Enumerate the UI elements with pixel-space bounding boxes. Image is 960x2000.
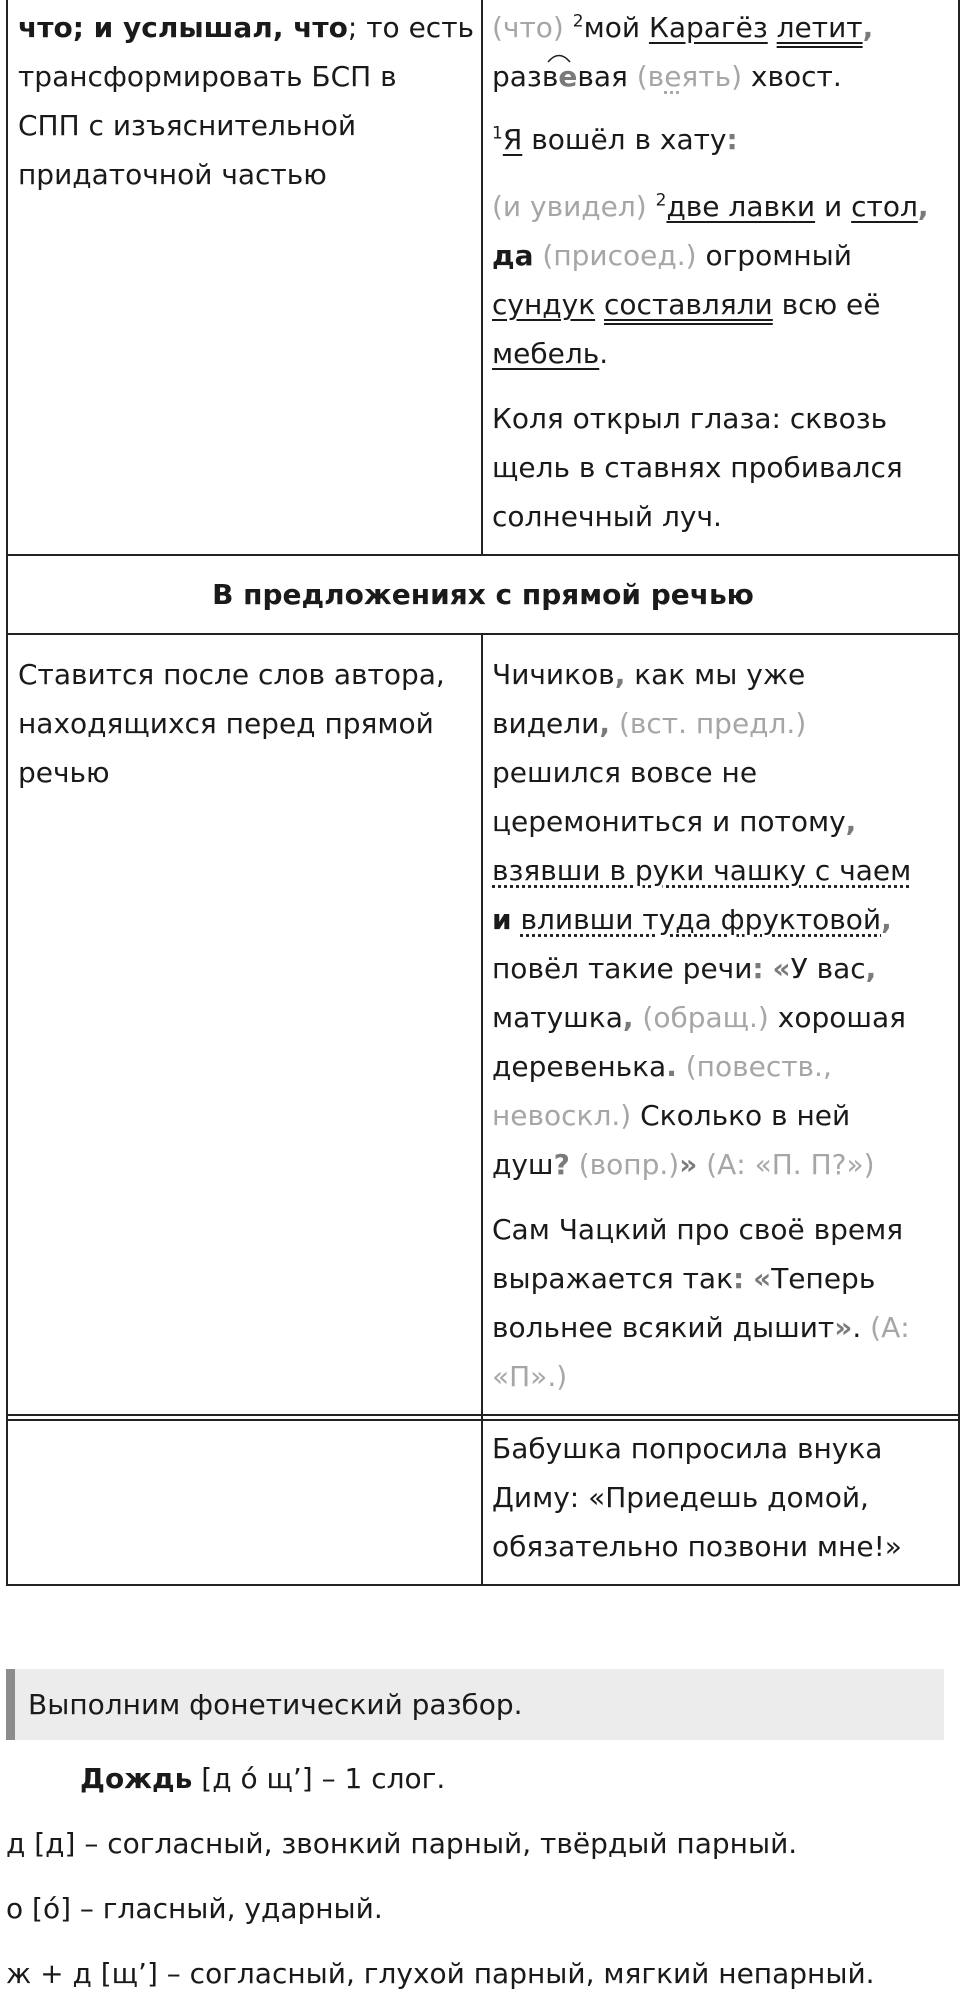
example-word: У вас bbox=[790, 952, 866, 985]
example-5-line-11 bbox=[492, 1140, 875, 1189]
example-word: видели bbox=[492, 707, 600, 740]
gray-note: (А: bbox=[870, 1311, 910, 1344]
punctuation-mark: , bbox=[614, 658, 626, 691]
subject-word: стол bbox=[851, 190, 918, 223]
punctuation-mark: . bbox=[599, 337, 609, 370]
table-hline-3 bbox=[6, 1414, 960, 1416]
example-word: хвост. bbox=[750, 60, 842, 93]
example-6-line-3 bbox=[492, 1303, 910, 1352]
punctuation-mark: , bbox=[599, 707, 611, 740]
phonetic-word: Дождь bbox=[80, 1762, 193, 1795]
punctuation-mark: , bbox=[917, 190, 929, 223]
table-hline-2 bbox=[6, 633, 960, 635]
example-word: всю её bbox=[781, 288, 881, 321]
example-3-line-4 bbox=[492, 329, 608, 378]
table-hline-1 bbox=[6, 554, 960, 556]
superscript-number: 2 bbox=[572, 11, 584, 32]
example-5-line-9 bbox=[492, 1042, 832, 1091]
example-word-part: вая bbox=[577, 60, 628, 93]
example-word: Сколько в ней bbox=[640, 1099, 851, 1132]
predicate-word: летит bbox=[776, 11, 863, 44]
gray-note: (А: «П. П?») bbox=[706, 1148, 875, 1181]
participial-phrase: вливши туда фруктовой bbox=[520, 903, 882, 936]
phonetic-line-3: ж + д [щ’] – согласный, глухой парный, мягкий непарный. bbox=[6, 1957, 875, 1990]
punctuation-mark: , bbox=[881, 903, 892, 936]
subject-word: Я bbox=[502, 123, 523, 156]
conjunction-word: да bbox=[492, 239, 534, 272]
subject-word: сундук bbox=[492, 288, 596, 321]
example-word: повёл такие речи bbox=[492, 952, 753, 985]
rule-2-line-3: речью bbox=[18, 756, 110, 789]
example-5-line-6 bbox=[492, 895, 892, 944]
example-4-line-1: Коля открыл глаза: сквозь bbox=[492, 402, 888, 435]
punctuation-mark: : bbox=[752, 952, 764, 985]
rule-2-line-2: находящихся перед прямой bbox=[18, 707, 434, 740]
punctuation-mark: » bbox=[834, 1311, 853, 1344]
superscript-number: 2 bbox=[655, 190, 667, 211]
callout-text: Выполним фонетический разбор. bbox=[28, 1688, 523, 1721]
punctuation-mark: , bbox=[865, 952, 877, 985]
callout-accent-bar bbox=[6, 1669, 15, 1740]
example-word: деревенька bbox=[492, 1050, 667, 1083]
example-word: и bbox=[824, 190, 843, 223]
table-border-left bbox=[6, 0, 8, 1586]
example-word: Чичиков bbox=[492, 658, 615, 691]
punctuation-mark: » bbox=[679, 1148, 698, 1181]
highlighted-vowel: е bbox=[558, 60, 578, 93]
rule-text-line-2: трансформировать БСП в bbox=[18, 60, 397, 93]
punctuation-mark: , bbox=[862, 11, 874, 44]
punctuation-mark: , bbox=[845, 805, 857, 838]
example-word: Теперь bbox=[771, 1262, 876, 1295]
gray-note: (присоед.) bbox=[542, 239, 697, 272]
punctuation-mark: « bbox=[772, 952, 791, 985]
rule-text-line-3: СПП с изъяснительной bbox=[18, 109, 357, 142]
gray-note: невоскл.) bbox=[492, 1099, 632, 1132]
example-word: матушка bbox=[492, 1001, 623, 1034]
example-5-line-1 bbox=[492, 650, 805, 699]
phonetic-transcription: [д ó щ’] – 1 слог. bbox=[201, 1762, 446, 1795]
punctuation-mark: « bbox=[753, 1262, 772, 1295]
example-3-line-2 bbox=[492, 231, 852, 280]
gray-note: (вст. предл.) bbox=[618, 707, 807, 740]
example-7-line-2: Диму: «Приедешь домой, bbox=[492, 1481, 869, 1514]
phonetic-word-line bbox=[80, 1754, 445, 1803]
example-3-line-1 bbox=[492, 182, 928, 231]
example-word: мой bbox=[583, 11, 641, 44]
punctuation-mark: , bbox=[622, 1001, 634, 1034]
predicate-word: составляли bbox=[604, 288, 773, 321]
punctuation-mark: : bbox=[726, 123, 738, 156]
rule-text-line-1 bbox=[18, 3, 474, 52]
phonetic-line-2: о [ó] – гласный, ударный. bbox=[6, 1892, 383, 1925]
example-word: вольнее всякий дышит bbox=[492, 1311, 835, 1344]
example-6-line-2 bbox=[492, 1254, 875, 1303]
subject-word: мебель bbox=[492, 337, 600, 370]
example-4-line-2: щель в ставнях пробивался bbox=[492, 451, 903, 484]
table-hline-bottom bbox=[6, 1584, 960, 1586]
example-5-line-5 bbox=[492, 846, 911, 895]
participial-phrase: взявши в руки чашку с чаем bbox=[492, 854, 912, 887]
example-4-line-3: солнечный луч. bbox=[492, 500, 722, 533]
gray-note: (и увидел) bbox=[492, 190, 647, 223]
punctuation-mark: : bbox=[732, 1262, 745, 1295]
example-7-line-1: Бабушка попросила внука bbox=[492, 1432, 883, 1465]
example-6-line-4: «П».) bbox=[492, 1360, 568, 1393]
example-5-line-2 bbox=[492, 699, 806, 748]
example-3-line-3 bbox=[492, 280, 881, 329]
example-5-line-10 bbox=[492, 1091, 850, 1140]
table-border-mid-1 bbox=[481, 0, 483, 555]
example-word: выражается так bbox=[492, 1262, 733, 1295]
callout-box bbox=[6, 1669, 944, 1740]
rule-2-line-1: Ставится после слов автора, bbox=[18, 658, 445, 691]
punctuation-mark: ? bbox=[553, 1148, 570, 1181]
example-5-line-7 bbox=[492, 944, 876, 993]
example-6-line-1: Сам Чацкий про своё время bbox=[492, 1213, 904, 1246]
subject-word: две лавки bbox=[666, 190, 816, 223]
example-5-line-8 bbox=[492, 993, 906, 1042]
example-word: как мы уже bbox=[634, 658, 806, 691]
subject-word: Карагёз bbox=[648, 11, 768, 44]
gray-note: (что) bbox=[492, 11, 564, 44]
example-word-part: разв bbox=[492, 60, 559, 93]
example-5-line-3: решился вовсе не bbox=[492, 756, 758, 789]
phonetic-line-1: д [д] – согласный, звонкий парный, твёрдый парный. bbox=[6, 1827, 798, 1860]
example-word: огромный bbox=[705, 239, 852, 272]
rule-text-line-4: придаточной частью bbox=[18, 158, 327, 191]
rule-bold: что; и услышал, что bbox=[18, 11, 348, 44]
superscript-number: 1 bbox=[492, 123, 503, 144]
table-border-mid-2 bbox=[481, 634, 483, 1586]
gray-note: (обращ.) bbox=[642, 1001, 769, 1034]
example-1-line-1 bbox=[492, 3, 873, 52]
conjunction-word: и bbox=[492, 903, 512, 936]
example-7-line-3: обязательно позвони мне!» bbox=[492, 1530, 902, 1563]
example-word: церемониться и потому bbox=[492, 805, 846, 838]
gray-note: (веять) bbox=[636, 60, 743, 93]
rule-tail: ; то есть bbox=[347, 11, 474, 44]
gray-note: (вопр.) bbox=[578, 1148, 680, 1181]
gray-note: (повеств., bbox=[685, 1050, 832, 1083]
example-1-line-2 bbox=[492, 52, 842, 101]
table-hline-4 bbox=[6, 1419, 960, 1421]
example-word: вошёл в хату bbox=[531, 123, 727, 156]
example-5-line-4 bbox=[492, 797, 856, 846]
punctuation-mark: . bbox=[666, 1050, 677, 1083]
example-word: душ bbox=[492, 1148, 554, 1181]
example-word: хорошая bbox=[777, 1001, 906, 1034]
example-2-line-1 bbox=[492, 115, 738, 164]
punctuation-mark: . bbox=[852, 1311, 862, 1344]
section-heading: В предложениях с прямой речью bbox=[212, 578, 754, 611]
